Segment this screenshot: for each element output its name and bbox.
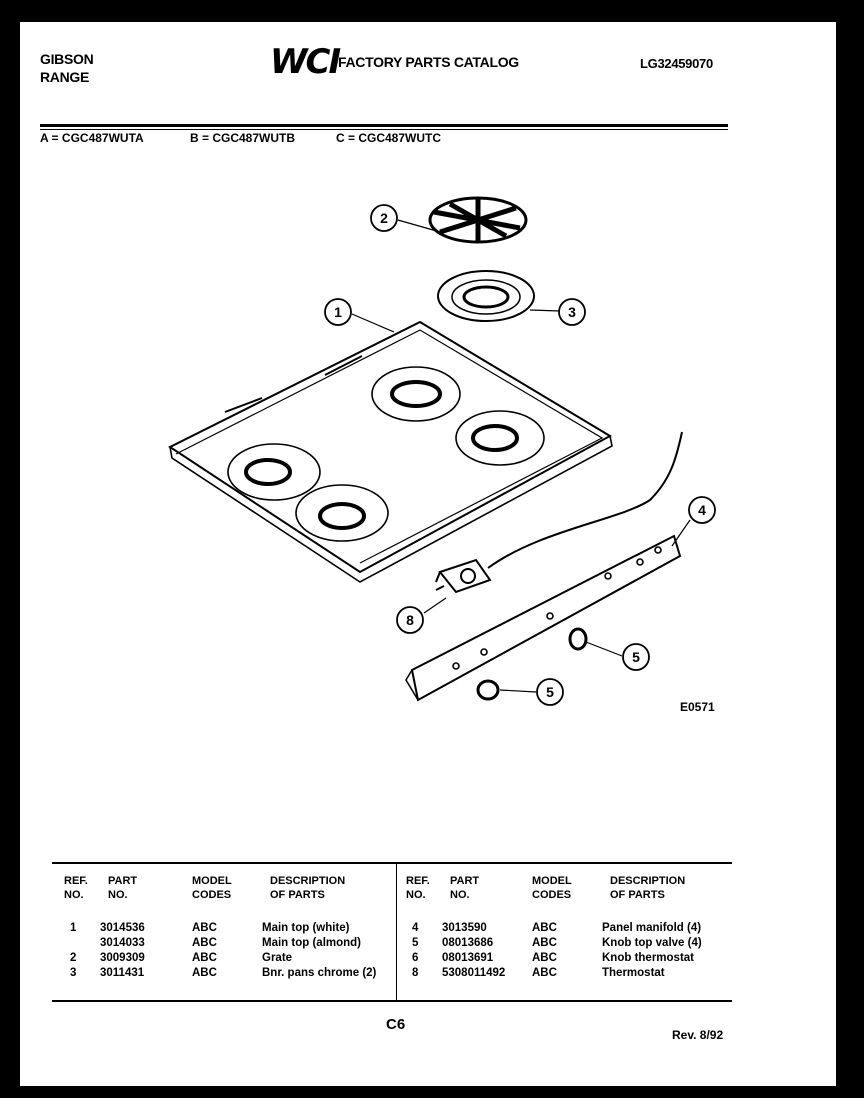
table-cell: 2	[70, 952, 77, 964]
table-cell: 3013590	[442, 922, 487, 934]
figure-code: E0571	[680, 700, 715, 714]
right-ref-column	[412, 921, 418, 981]
table-cell: Thermostat	[602, 967, 665, 979]
table-cell: ABC	[192, 952, 217, 964]
header-part-left: PART NO.	[108, 875, 138, 901]
callout-1: 1	[334, 304, 342, 320]
right-desc-column	[602, 921, 702, 981]
table-rule-bottom	[52, 1000, 732, 1002]
table-cell: Knob thermostat	[602, 952, 694, 964]
table-cell: Bnr. pans chrome (2)	[262, 967, 377, 979]
table-cell: Main top (white)	[262, 922, 350, 934]
callout-8: 8	[406, 612, 414, 628]
header-model-right: MODEL CODES	[532, 875, 572, 901]
table-cell: 5	[412, 937, 419, 949]
page-number: C6	[386, 1016, 406, 1033]
callout-5b: 5	[546, 684, 554, 700]
callout-2: 2	[380, 210, 388, 226]
right-part-column	[442, 921, 505, 981]
thermostat-drawing	[436, 432, 682, 592]
manifold-panel-drawing	[406, 536, 680, 700]
callout-circles	[325, 205, 715, 705]
header-ref-left: REF. NO.	[64, 875, 88, 901]
table-cell: 5308011492	[442, 967, 506, 979]
left-part-column	[100, 921, 145, 981]
table-cell: 3	[70, 967, 77, 979]
table-cell: 8	[412, 967, 419, 979]
callout-labels	[334, 210, 706, 700]
burner-pan-drawing	[438, 271, 534, 321]
main-top-drawing	[170, 322, 612, 582]
wci-logo: WCI	[270, 42, 340, 82]
table-cell: 3011431	[100, 967, 145, 979]
table-cell: ABC	[532, 922, 557, 934]
model-c: C = CGC487WUTC	[336, 131, 442, 145]
table-cell: Panel manifold (4)	[602, 922, 702, 934]
brand-name: GIBSON	[40, 51, 94, 67]
header-desc-right: DESCRIPTION OF PARTS	[610, 875, 686, 901]
callout-4: 4	[698, 502, 706, 518]
product-type: RANGE	[40, 69, 90, 85]
table-cell: 4	[412, 922, 419, 934]
catalog-number: LG32459070	[640, 56, 713, 71]
table-cell: ABC	[192, 967, 217, 979]
table-cell: 08013691	[442, 952, 494, 964]
leader-lines	[352, 220, 690, 692]
table-cell: Main top (almond)	[262, 937, 362, 949]
table-cell: ABC	[192, 937, 217, 949]
grate-drawing	[430, 198, 526, 242]
table-cell: 3014033	[100, 937, 145, 949]
callout-3: 3	[568, 304, 576, 320]
table-cell: 1	[70, 922, 77, 934]
right-model-column	[532, 921, 557, 981]
knob-drawing	[478, 629, 586, 699]
table-cell: ABC	[532, 952, 557, 964]
catalog-title: FACTORY PARTS CATALOG	[338, 54, 519, 70]
model-b: B = CGC487WUTB	[190, 131, 296, 145]
left-ref-column	[70, 921, 76, 981]
left-model-column	[192, 921, 217, 981]
table-cell: 3009309	[100, 952, 145, 964]
table-rule-top	[52, 862, 732, 864]
table-cell	[70, 936, 76, 951]
header-desc-left: DESCRIPTION OF PARTS	[270, 875, 346, 901]
header-ref-right: REF. NO.	[406, 875, 430, 901]
table-cell: 08013686	[442, 937, 494, 949]
table-cell: 6	[412, 952, 419, 964]
table-divider	[396, 862, 397, 1000]
header-model-left: MODEL CODES	[192, 875, 232, 901]
left-desc-column	[262, 921, 376, 981]
revision-date: Rev. 8/92	[672, 1028, 724, 1042]
table-cell: ABC	[532, 937, 557, 949]
table-cell: ABC	[192, 922, 217, 934]
header-part-right: PART NO.	[450, 875, 480, 901]
model-a: A = CGC487WUTA	[40, 131, 144, 145]
table-cell: Knob top valve (4)	[602, 937, 702, 949]
callout-5a: 5	[632, 649, 640, 665]
table-cell: 3014536	[100, 922, 145, 934]
table-cell: ABC	[532, 967, 557, 979]
table-cell: Grate	[262, 952, 293, 964]
